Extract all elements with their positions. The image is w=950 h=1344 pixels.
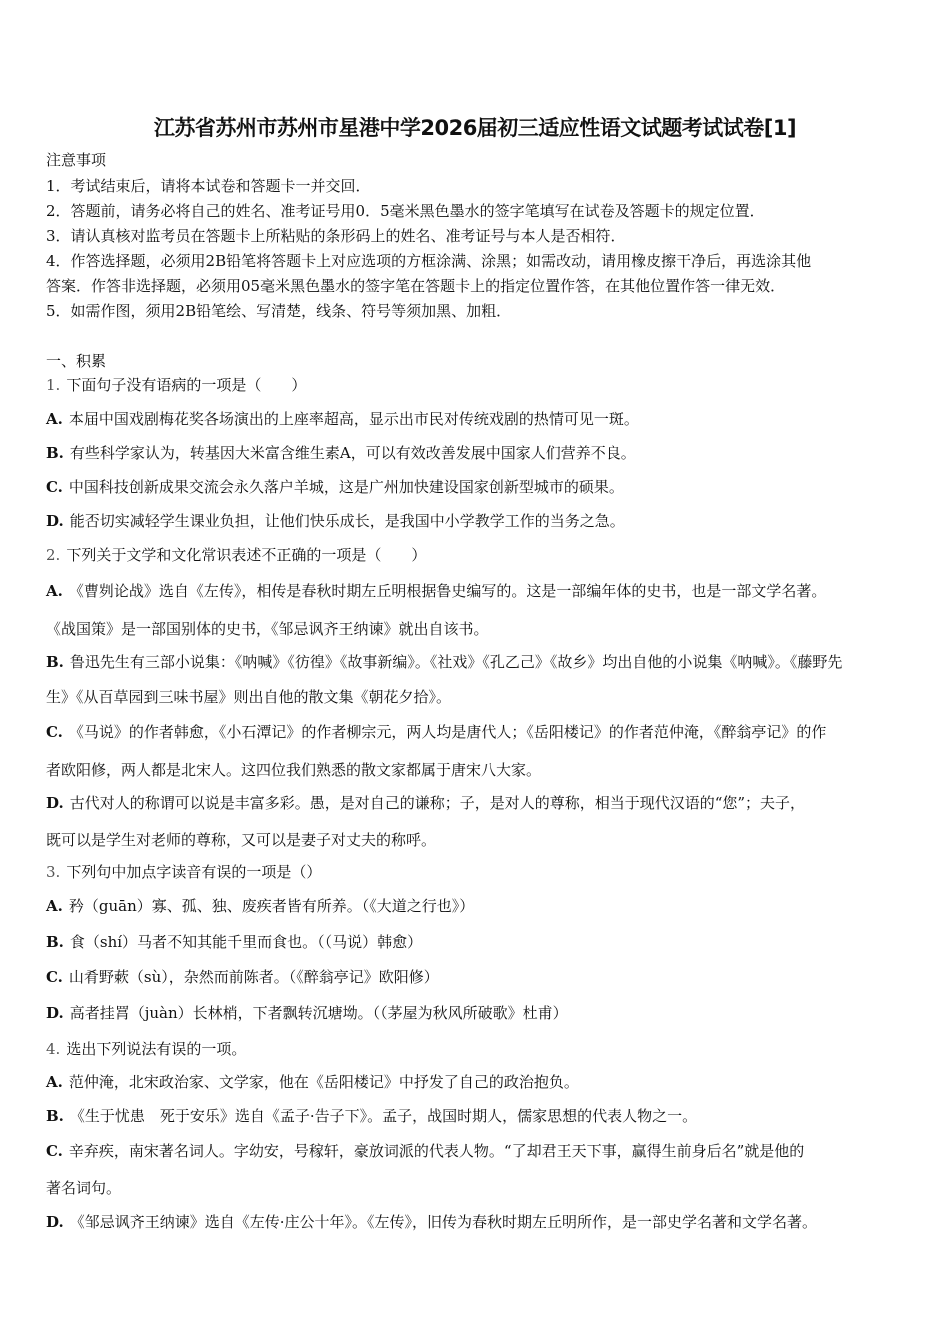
question-number: 1. xyxy=(46,376,61,394)
option-text: 生》《从百草园到三味书屋》则出自他的散文集《朝花夕拾》。 xyxy=(46,688,452,706)
option-label: D. xyxy=(46,794,64,812)
option-label: B. xyxy=(46,1107,64,1125)
page-title: 江苏省苏州市苏州市星港中学2026届初三适应性语文试题考试试卷[1] xyxy=(153,116,797,140)
option-text: 《战国策》是一部国别体的史书，《邹忌讽齐王纳谏》就出自该书。 xyxy=(46,620,489,638)
option-text: 既可以是学生对老师的尊称，又可以是妻子对丈夫的称呼。 xyxy=(46,831,437,849)
notice-heading xyxy=(46,150,106,170)
option-label: B. xyxy=(46,933,64,951)
option-label: A. xyxy=(46,582,63,600)
option-text: 有些科学家认为，转基因大米富含维生素A，可以有效改善发展中国家人们营养不良。 xyxy=(69,444,636,462)
notice-item xyxy=(46,226,626,246)
question-stem xyxy=(46,1039,246,1059)
question-stem-text: 选出下列说法有误的一项。 xyxy=(66,1040,247,1058)
option-text: 辛弃疾，南宋著名词人。字幼安，号稼轩，豪放词派的代表人物。“了却君王天下事，赢得生前身后名”就是他的 xyxy=(68,1142,805,1160)
option-line xyxy=(46,1072,579,1092)
question-stem xyxy=(46,375,306,395)
notice-item-text: 3．请认真核对监考员在答题卡上所粘贴的条形码上的姓名、准考证号与本人是否相符． xyxy=(46,227,626,245)
option-line xyxy=(46,1141,804,1161)
option-line xyxy=(46,581,826,601)
option-text: 矜（guān）寡、孤、独、废疾者皆有所养。（《大道之行也》） xyxy=(68,897,475,915)
option-continuation xyxy=(46,760,541,780)
option-label: A. xyxy=(46,410,63,428)
option-line xyxy=(46,967,439,987)
section-heading-text: 一、积累 xyxy=(46,352,107,370)
option-label: C. xyxy=(46,478,63,496)
option-text: 山肴野蔌（sù），杂然而前陈者。（《醉翁亭记》欧阳修） xyxy=(68,968,439,986)
option-label: A. xyxy=(46,1073,63,1091)
option-label: D. xyxy=(46,512,64,530)
section-heading xyxy=(46,351,106,371)
option-line xyxy=(46,1003,568,1023)
notice-item xyxy=(46,176,371,196)
notice-item-text: 2．答题前，请务必将自己的姓名、准考证号用0．5毫米黑色墨水的签字笔填写在试卷及答题卡的规定位置． xyxy=(46,202,765,220)
option-label: D. xyxy=(46,1213,64,1231)
question-stem-text: 下面句子没有语病的一项是（ ） xyxy=(66,376,307,394)
notice-item-text: 4．作答选择题，必须用2B铅笔将答题卡上对应选项的方框涂满、涂黑；如需改动，请用橡皮擦干净后，再选涂其他 xyxy=(46,252,812,270)
option-line xyxy=(46,1106,697,1126)
option-line xyxy=(46,409,639,429)
option-label: D. xyxy=(46,1004,64,1022)
question-stem-text: 下列句中加点字读音有误的一项是（） xyxy=(66,863,322,881)
question-number: 2. xyxy=(46,546,61,564)
option-text: 《曹刿论战》选自《左传》，相传是春秋时期左丘明根据鲁史编写的。这是一部编年体的史书，也是一部文学名著。 xyxy=(68,582,827,600)
question-number: 3. xyxy=(46,863,61,881)
option-text: 《马说》的作者韩愈，《小石潭记》的作者柳宗元，两人均是唐代人；《岳阳楼记》的作者范仲淹，《醉翁亭记》的作 xyxy=(68,723,827,741)
option-text: 范仲淹，北宋政治家、文学家，他在《岳阳楼记》中抒发了自己的政治抱负。 xyxy=(68,1073,579,1091)
option-line xyxy=(46,896,474,916)
option-text: 者欧阳修，两人都是北宋人。这四位我们熟悉的散文家都属于唐宋八大家。 xyxy=(46,761,542,779)
option-line xyxy=(46,932,422,952)
option-label: C. xyxy=(46,1142,63,1160)
option-continuation xyxy=(46,619,489,639)
notice-item-text: 答案．作答非选择题，必须用05毫米黑色墨水的签字笔在答题卡上的指定位置作答，在其他位置作答一律无效． xyxy=(46,277,786,295)
question-stem xyxy=(46,862,321,882)
option-text: 食（shí）马者不知其能千里而食也。（（马说）韩愈） xyxy=(69,933,423,951)
option-line xyxy=(46,722,826,742)
notice-item xyxy=(46,276,785,296)
option-continuation xyxy=(46,1178,121,1198)
option-continuation xyxy=(46,687,451,707)
option-label: A. xyxy=(46,897,63,915)
notice-heading-text: 注意事项 xyxy=(46,151,107,169)
option-text: 高者挂罥（juàn）长林梢，下者飘转沉塘坳。（（茅屋为秋风所破歌》杜甫） xyxy=(69,1004,568,1022)
option-text: 能否切实减轻学生课业负担，让他们快乐成长，是我国中小学教学工作的当务之急。 xyxy=(69,512,625,530)
option-label: C. xyxy=(46,968,63,986)
option-label: C. xyxy=(46,723,63,741)
option-text: 《邹忌讽齐王纳谏》选自《左传·庄公十年》。《左传》，旧传为春秋时期左丘明所作，是一部史学名著和文学名著。 xyxy=(69,1213,817,1231)
notice-item xyxy=(46,251,811,271)
option-label: B. xyxy=(46,653,64,671)
option-line xyxy=(46,652,842,672)
question-stem-text: 下列关于文学和文化常识表述不正确的一项是（ ） xyxy=(66,546,427,564)
notice-item xyxy=(46,301,511,321)
option-line xyxy=(46,477,624,497)
option-text: 本届中国戏剧梅花奖各场演出的上座率超高，显示出市民对传统戏剧的热情可见一斑。 xyxy=(68,410,639,428)
option-continuation xyxy=(46,830,436,850)
option-line xyxy=(46,1212,817,1232)
question-stem xyxy=(46,545,426,565)
question-number: 4. xyxy=(46,1040,61,1058)
option-line xyxy=(46,793,805,813)
notice-item xyxy=(46,201,765,221)
option-line xyxy=(46,511,625,531)
notice-item-text: 1．考试结束后，请将本试卷和答题卡一并交回． xyxy=(46,177,371,195)
notice-item-text: 5．如需作图，须用2B铅笔绘、写清楚，线条、符号等须加黑、加粗． xyxy=(46,302,512,320)
option-text: 《生于忧患 死于安乐》选自《孟子·告子下》。孟子，战国时期人，儒家思想的代表人物之一。 xyxy=(69,1107,698,1125)
option-text: 古代对人的称谓可以说是丰富多彩。愚，是对自己的谦称；子，是对人的尊称，相当于现代汉语的“您”；夫子， xyxy=(69,794,806,812)
option-label: B. xyxy=(46,444,64,462)
option-text: 鲁迅先生有三部小说集：《呐喊》《彷徨》《故事新编》。《社戏》《孔乙己》《故乡》均出自他的小说集《呐喊》。《藤野先 xyxy=(69,653,843,671)
option-text: 著名词句。 xyxy=(46,1179,122,1197)
option-text: 中国科技创新成果交流会永久落户羊城，这是广州加快建设国家创新型城市的硕果。 xyxy=(68,478,624,496)
option-line xyxy=(46,443,636,463)
